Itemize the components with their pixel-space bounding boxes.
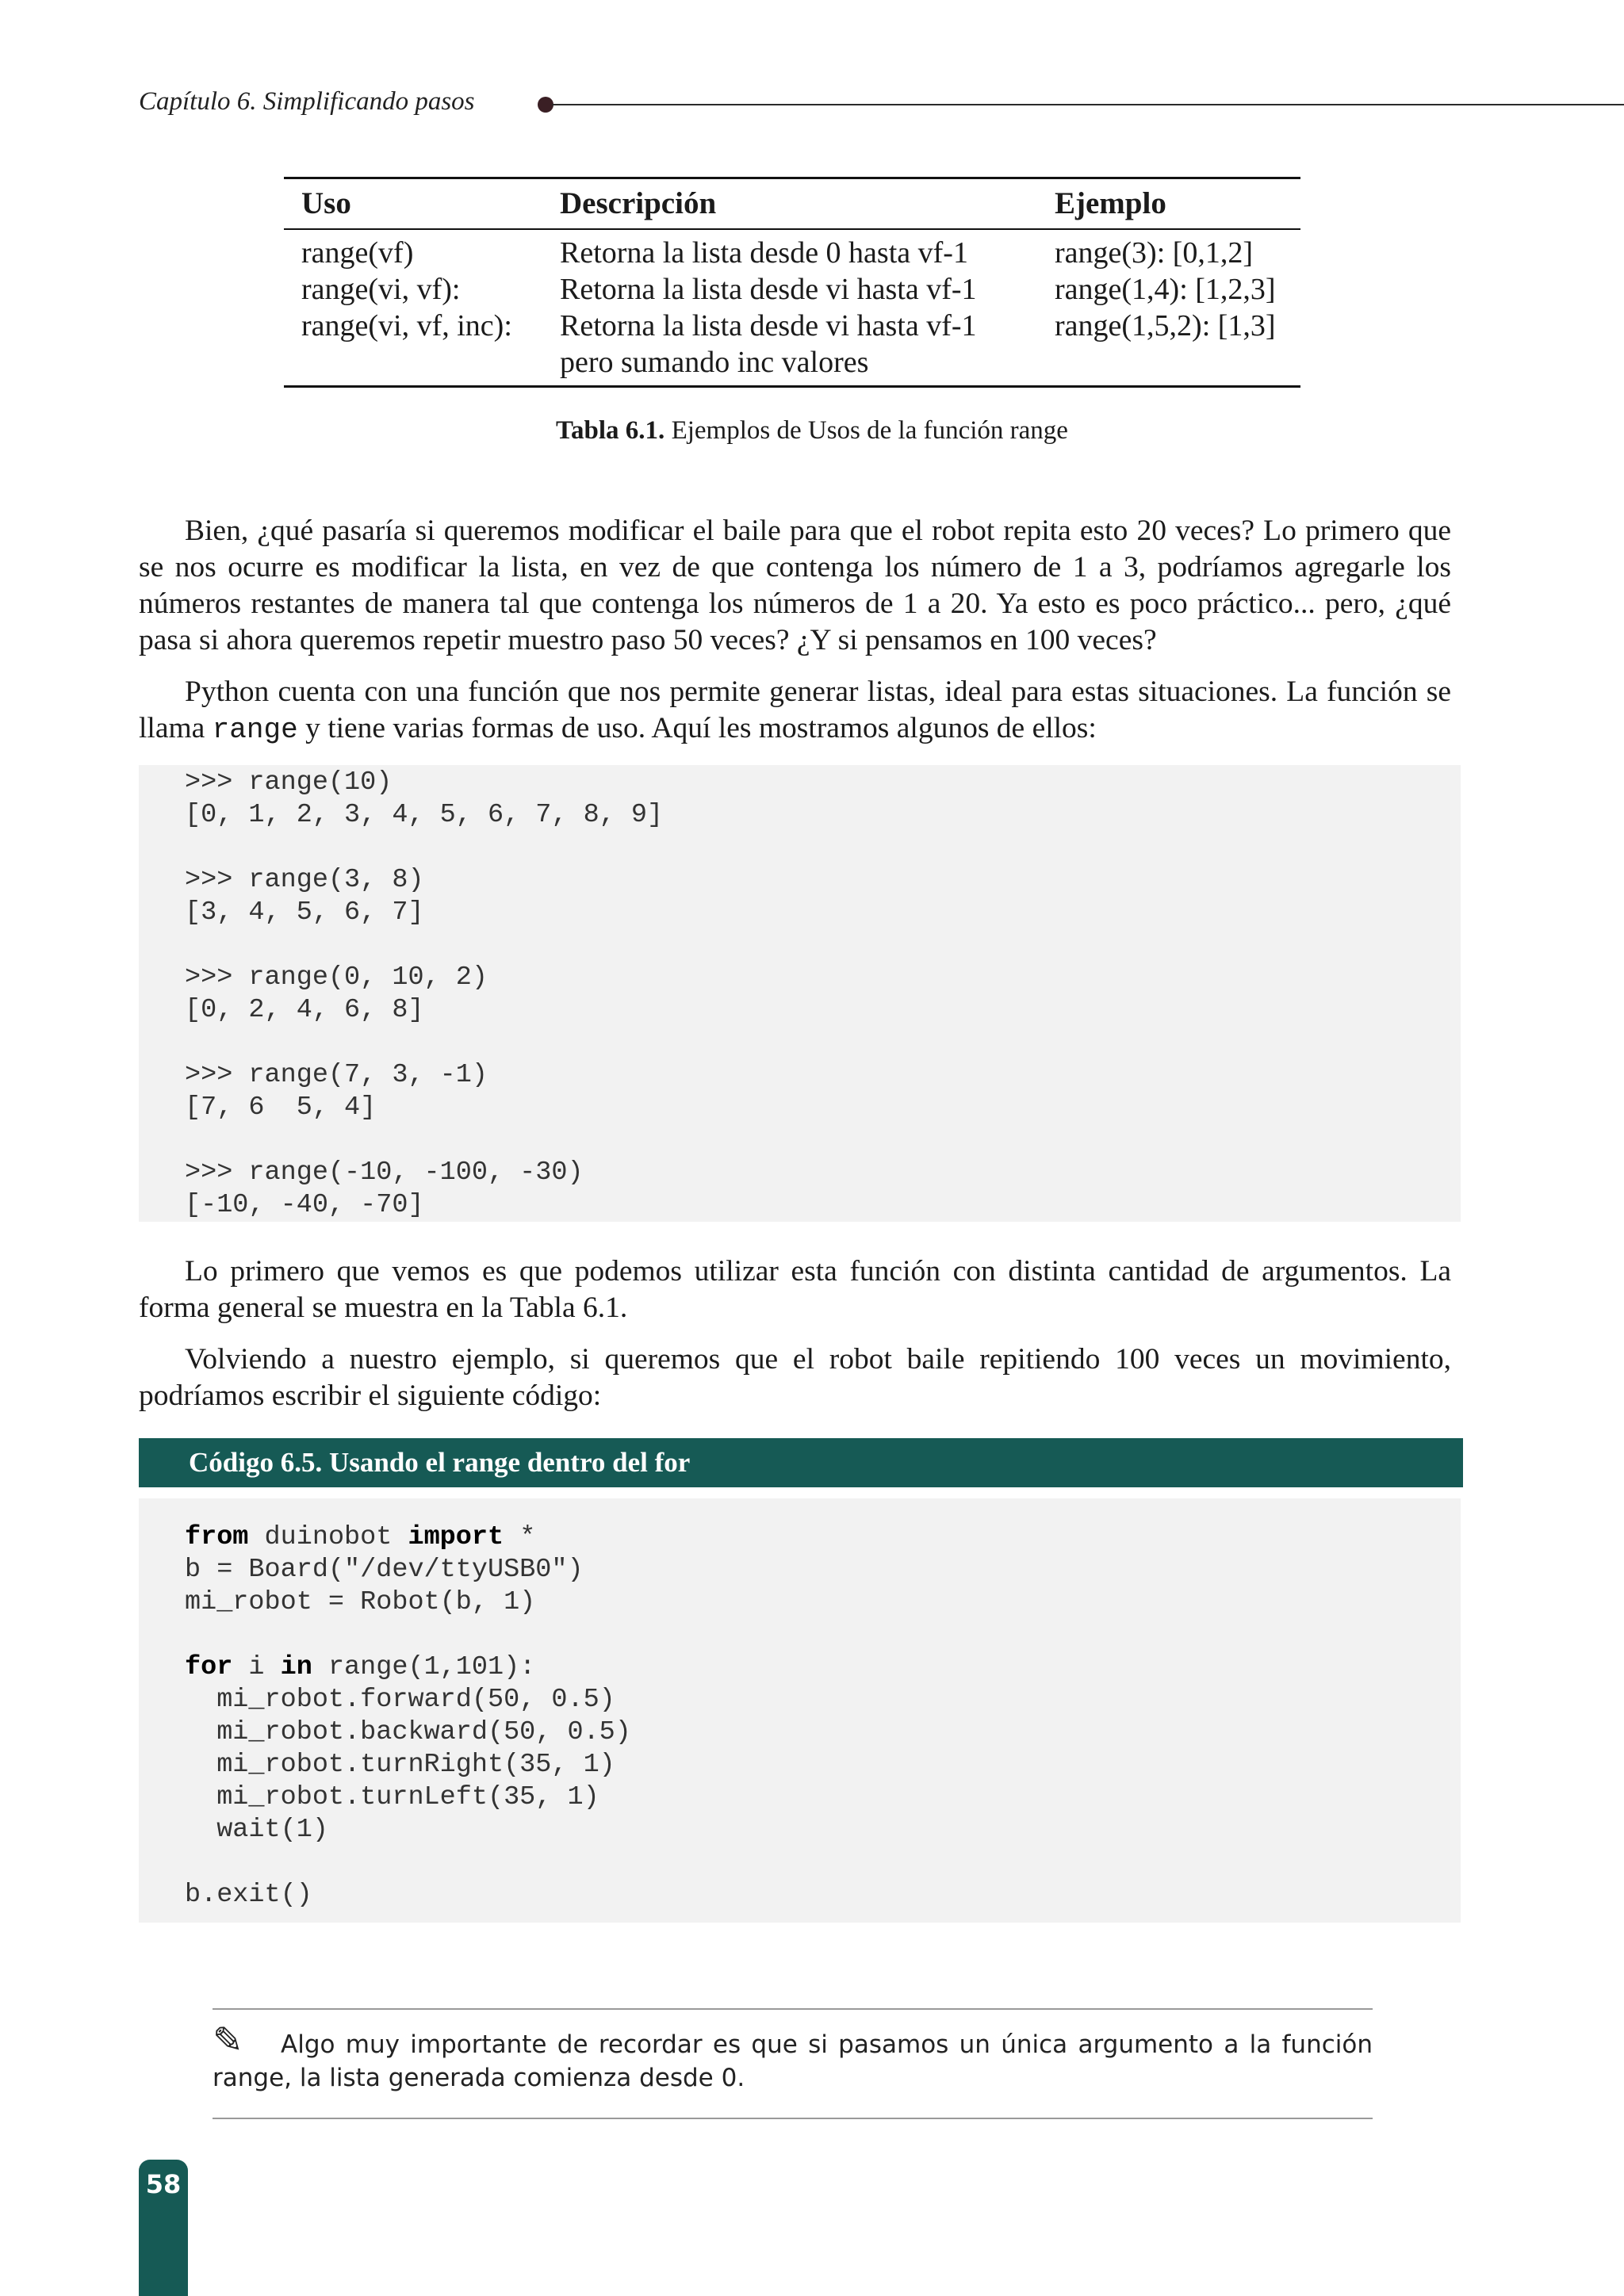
code-line: wait(1) xyxy=(185,1815,328,1845)
paragraph-text: y tiene varias formas de uso. Aquí les mostramos algunos de ellos: xyxy=(297,712,1097,744)
code-keyword: in xyxy=(280,1652,312,1682)
code-line xyxy=(139,1651,1461,1684)
body-paragraph xyxy=(139,513,1451,659)
paragraph-text: Lo primero que vemos es que podemos utilizar esta función con distinta cantidad de argumentos. La forma general se muestra en la Tabla 6.1. xyxy=(139,1255,1451,1324)
code-line xyxy=(139,832,1461,864)
body-paragraph xyxy=(139,674,1451,748)
table-cell-descripcion: Retorna la lista desde vi hasta vf-1 xyxy=(560,309,977,342)
code-line: >>> range(3, 8) xyxy=(185,865,424,895)
paragraph-text: Volviendo a nuestro ejemplo, si queremos que el robot baile repitiendo 100 veces un movimiento, podríamos escribir el siguiente código: xyxy=(139,1343,1451,1412)
table-row xyxy=(284,344,1300,381)
table-cell-descripcion: Retorna la lista desde 0 hasta vf-1 xyxy=(560,236,968,270)
code-line: mi_robot.turnLeft(35, 1) xyxy=(185,1782,599,1812)
table-bottom-rule xyxy=(284,385,1300,388)
table-header-row xyxy=(284,179,1300,228)
body-paragraph xyxy=(139,1253,1451,1326)
paragraph-text: Python cuenta con una función que nos permite generar listas, ideal para estas situaciones. La función se llama xyxy=(139,675,1451,744)
body-paragraph xyxy=(139,1341,1451,1414)
table-cell-descripcion: Retorna la lista desde vi hasta vf-1 xyxy=(560,273,977,306)
note-body: Algo muy importante de recordar es que si pasamos un única argumento a la función range, la lista generada comienza desde 0. xyxy=(213,2030,1373,2092)
note-top-rule xyxy=(213,2008,1373,2010)
code-line: [0, 1, 2, 3, 4, 5, 6, 7, 8, 9] xyxy=(185,800,664,830)
table-row xyxy=(284,235,1300,271)
note-bottom-rule xyxy=(213,2118,1373,2119)
table-row xyxy=(284,271,1300,308)
code-listing-title: Código 6.5. Usando el range dentro del for xyxy=(189,1447,691,1478)
code-line: >>> range(-10, -100, -30) xyxy=(185,1158,584,1188)
running-header: Capítulo 6. Simplificando pasos xyxy=(139,87,475,116)
table-cell-ejemplo: range(3): [0,1,2] xyxy=(1055,236,1254,270)
code-line: b = Board("/dev/ttyUSB0") xyxy=(185,1555,584,1585)
code-line xyxy=(139,1124,1461,1157)
code-line: mi_robot.turnRight(35, 1) xyxy=(185,1750,615,1780)
table-caption xyxy=(0,416,1624,446)
range-usage-table xyxy=(284,177,1300,388)
table-cell-uso: range(vi, vf, inc): xyxy=(301,309,512,342)
table-caption-label: Tabla 6.1. xyxy=(556,416,665,445)
table-cell-ejemplo: range(1,4): [1,2,3] xyxy=(1055,273,1276,306)
code-line xyxy=(139,1521,1461,1554)
code-keyword: from xyxy=(185,1522,249,1552)
code-line: mi_robot.forward(50, 0.5) xyxy=(185,1685,615,1715)
table-cell-descripcion: pero sumando inc valores xyxy=(560,346,869,379)
code-text: i xyxy=(232,1652,281,1682)
table-cell-uso: range(vi, vf): xyxy=(301,273,461,306)
header-bullet-dot xyxy=(538,97,553,113)
paragraph-text: Bien, ¿qué pasaría si queremos modificar el baile para que el robot repita esto 20 veces? Lo primero que se nos ocurre es modificar la lista, en vez de que contenga los número de 1 a 3, podríamos agregarle los números restantes de manera tal que contenga los números de 1 a 20. Ya esto es poco práctico... pero, ¿qué pasa si ahora queremos repetir muestro paso 50 veces? ¿Y si pensamos en 100 veces? xyxy=(139,515,1451,656)
code-line: [0, 2, 4, 6, 8] xyxy=(185,995,424,1025)
note-text xyxy=(213,2028,1373,2095)
page-number: 58 xyxy=(145,2169,182,2199)
code-line: >>> range(7, 3, -1) xyxy=(185,1060,488,1090)
code-line xyxy=(139,929,1461,962)
code-text: duinobot xyxy=(248,1522,408,1552)
pencil-icon: ✎ xyxy=(213,2019,243,2061)
code-line: [7, 6 5, 4] xyxy=(185,1093,377,1123)
code-listing-block xyxy=(139,1498,1461,1923)
code-line: mi_robot = Robot(b, 1) xyxy=(185,1587,536,1617)
table-header-uso: Uso xyxy=(301,186,351,220)
table-header-ejemplo: Ejemplo xyxy=(1055,186,1166,220)
table-cell-ejemplo: range(1,5,2): [1,3] xyxy=(1055,309,1276,342)
code-line: [3, 4, 5, 6, 7] xyxy=(185,897,424,928)
table-header-descripcion: Descripción xyxy=(560,186,717,220)
table-caption-text: Ejemplos de Usos de la función range xyxy=(665,416,1068,445)
code-keyword: for xyxy=(185,1652,233,1682)
code-line: b.exit() xyxy=(185,1880,312,1910)
code-line xyxy=(139,1027,1461,1059)
code-line: >>> range(0, 10, 2) xyxy=(185,962,488,993)
code-line: >>> range(10) xyxy=(185,767,393,798)
inline-code-range: range xyxy=(212,714,298,746)
table-cell-uso: range(vf) xyxy=(301,236,414,270)
code-text: range(1,101): xyxy=(312,1652,536,1682)
code-keyword: import xyxy=(408,1522,504,1552)
code-line: [-10, -40, -70] xyxy=(185,1190,424,1220)
code-line: mi_robot.backward(50, 0.5) xyxy=(185,1717,631,1747)
header-rule xyxy=(552,104,1624,105)
console-example-block xyxy=(139,765,1461,1222)
table-row xyxy=(284,308,1300,344)
code-line-blank xyxy=(139,1619,1461,1651)
code-text: * xyxy=(504,1522,536,1552)
code-line-blank xyxy=(139,1846,1461,1879)
